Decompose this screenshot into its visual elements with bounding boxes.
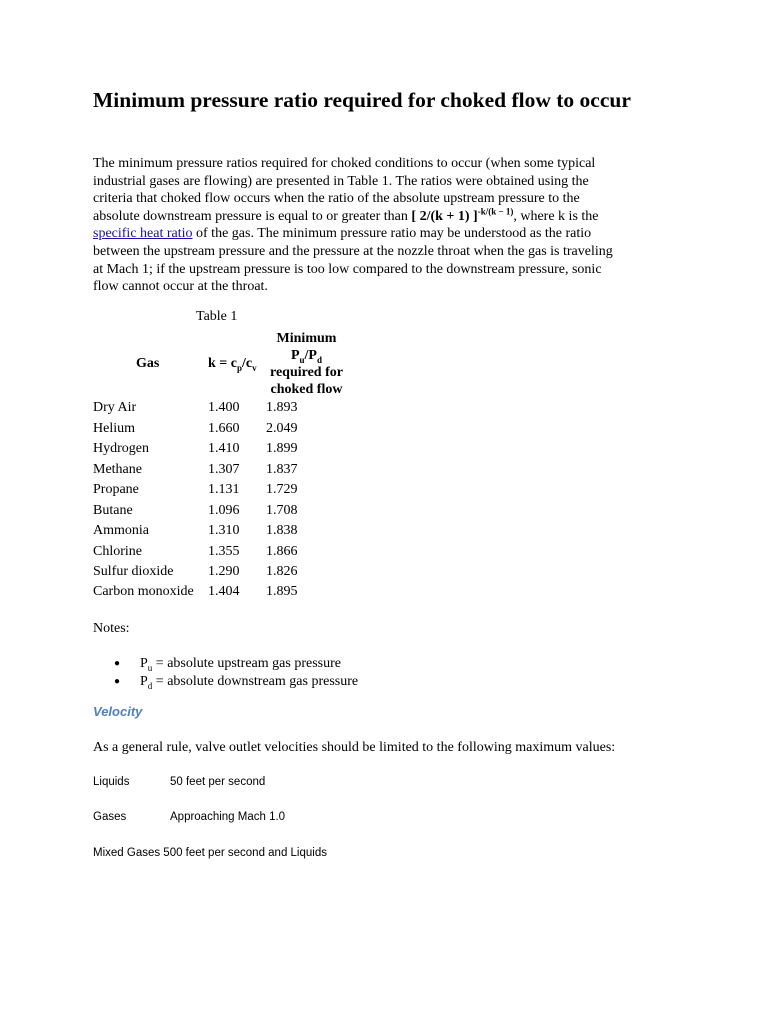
cell-k: 1.404 xyxy=(208,584,240,599)
intro-line-link xyxy=(93,225,693,243)
header-min-ratio xyxy=(264,330,349,398)
header-k-text: /c xyxy=(242,356,253,371)
velocity-label: Liquids xyxy=(93,776,130,788)
velocity-rule-text: As a general rule, valve outlet velocities should be limited to the following maximum values: xyxy=(93,740,616,755)
cell-k: 1.307 xyxy=(208,461,240,477)
cell-k: 1.290 xyxy=(208,564,240,579)
intro-text: of the gas. The minimum pressure ratio may be understood as the ratio xyxy=(192,226,592,242)
cell-k: 1.410 xyxy=(208,441,240,456)
cell-gas: Propane xyxy=(93,482,139,497)
intro-line-formula xyxy=(93,208,693,226)
cell-k: 1.660 xyxy=(208,420,240,436)
list-item xyxy=(114,673,358,691)
velocity-heading: Velocity xyxy=(93,704,143,719)
notes-list xyxy=(114,655,358,690)
intro-line: between the upstream pressure and the pressure at the nozzle throat when the gas is traveling xyxy=(93,243,613,259)
cell-gas: Chlorine xyxy=(93,543,142,559)
velocity-label: Gases xyxy=(93,811,127,823)
cell-ratio: 1.895 xyxy=(266,584,298,599)
intro-line: flow cannot occur at the throat. xyxy=(93,279,268,295)
cell-k: 1.096 xyxy=(208,502,240,518)
cell-ratio: 1.837 xyxy=(266,461,298,477)
header-k-text: k = c xyxy=(208,356,237,371)
header-min-sub: d xyxy=(317,354,323,365)
note-subscript: u xyxy=(147,662,153,673)
list-item xyxy=(114,655,358,673)
cell-gas: Dry Air xyxy=(93,400,137,415)
cell-ratio: 1.708 xyxy=(266,502,298,518)
header-min-text: P xyxy=(290,348,300,363)
note-text: = absolute downstream gas pressure xyxy=(152,673,359,689)
header-k xyxy=(208,355,257,372)
header-k-sub: v xyxy=(252,362,257,373)
cell-k: 1.310 xyxy=(208,523,240,538)
note-symbol: P xyxy=(140,656,148,671)
cell-ratio: 1.826 xyxy=(266,564,298,579)
cell-gas: Butane xyxy=(93,502,133,518)
header-min-line: Minimum xyxy=(276,331,337,346)
cell-k: 1.131 xyxy=(208,482,240,497)
note-text: = absolute upstream gas pressure xyxy=(152,656,341,671)
specific-heat-ratio-link[interactable]: specific heat ratio xyxy=(93,226,193,242)
intro-text: absolute downstream pressure is equal to or greater than xyxy=(93,208,412,224)
cell-ratio: 1.866 xyxy=(266,543,298,559)
note-symbol: P xyxy=(140,673,148,689)
cell-gas: Hydrogen xyxy=(93,441,149,456)
cell-k: 1.400 xyxy=(208,400,240,415)
cell-ratio: 1.838 xyxy=(266,523,298,538)
header-min-line xyxy=(264,347,349,364)
formula-base: [ 2/(k + 1) ] xyxy=(411,208,478,224)
intro-line: The minimum pressure ratios required for choked conditions to occur (when some typical xyxy=(93,156,596,171)
velocity-value: Approaching Mach 1.0 xyxy=(170,811,286,823)
note-subscript: d xyxy=(147,680,153,691)
notes-label: Notes: xyxy=(93,621,130,636)
intro-paragraph xyxy=(93,155,693,296)
cell-ratio: 1.899 xyxy=(266,441,298,456)
header-gas: Gas xyxy=(136,356,160,371)
header-min-sub: u xyxy=(299,354,305,365)
cell-ratio: 1.729 xyxy=(266,482,298,497)
table-caption: Table 1 xyxy=(196,309,238,324)
velocity-row-mixed: Mixed Gases 500 feet per second and Liquids xyxy=(93,847,327,859)
bullet-icon: ● xyxy=(114,675,121,687)
intro-line: at Mach 1; if the upstream pressure is too low compared to the downstream pressure, sonic xyxy=(93,261,602,277)
cell-gas: Methane xyxy=(93,461,142,477)
cell-gas: Carbon monoxide xyxy=(93,584,194,599)
formula-exponent: -k/(k − 1) xyxy=(477,206,514,217)
header-min-text: /P xyxy=(304,348,317,363)
velocity-value: 50 feet per second xyxy=(170,776,266,788)
cell-ratio: 1.893 xyxy=(266,400,298,415)
intro-line: industrial gases are flowing) are presented in Table 1. The ratios were obtained using the xyxy=(93,173,589,189)
cell-gas: Ammonia xyxy=(93,523,149,538)
header-k-sub: p xyxy=(236,362,242,373)
bullet-icon: ● xyxy=(114,658,121,669)
header-min-line: choked flow xyxy=(270,382,343,397)
cell-gas: Sulfur dioxide xyxy=(93,564,174,579)
cell-ratio: 2.049 xyxy=(266,420,298,436)
intro-line: criteria that choked flow occurs when the ratio of the absolute upstream pressure to the xyxy=(93,191,580,207)
intro-text: , where k is the xyxy=(513,208,599,224)
cell-k: 1.355 xyxy=(208,543,240,559)
header-min-line: required for xyxy=(270,365,343,380)
cell-gas: Helium xyxy=(93,420,135,436)
page-title: Minimum pressure ratio required for choked flow to occur xyxy=(93,88,631,112)
